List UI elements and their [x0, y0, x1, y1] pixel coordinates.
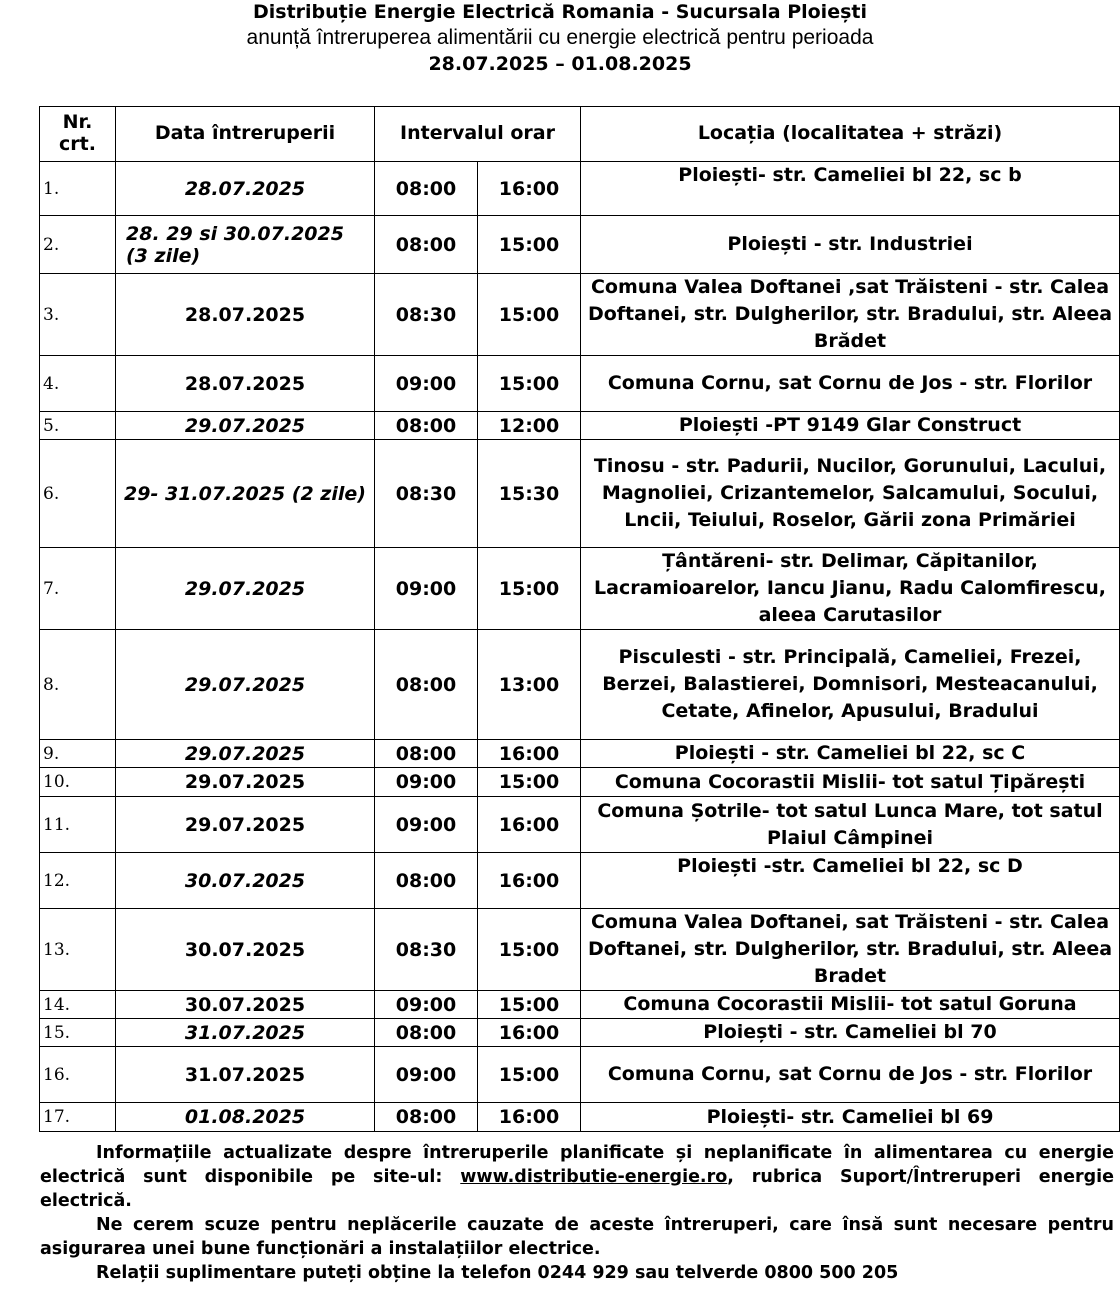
row-end-time: 15:00: [478, 274, 581, 356]
row-start-time: 08:00: [375, 412, 478, 440]
footer-info-rest: , rubrica Suport/Întreruperi energie electrică.: [40, 1167, 1114, 1211]
row-location: Comuna Cocorastii Mislii- tot satul Țipărești: [581, 768, 1120, 797]
table-row: [40, 768, 1120, 797]
row-end-time: 15:00: [478, 1047, 581, 1103]
table-row: [40, 356, 1120, 412]
row-date: 30.07.2025: [116, 853, 375, 909]
row-end-time: 15:00: [478, 356, 581, 412]
row-location: Ploiești -str. Cameliei bl 22, sc D: [581, 853, 1120, 909]
row-date: 01.08.2025: [116, 1103, 375, 1132]
row-number: 14.: [40, 991, 116, 1019]
row-start-time: 09:00: [375, 991, 478, 1019]
row-number: 7.: [40, 548, 116, 630]
row-number: 11.: [40, 797, 116, 853]
table-row: [40, 440, 1120, 548]
row-number: 1.: [40, 162, 116, 216]
row-number: 4.: [40, 356, 116, 412]
row-date: 29.07.2025: [116, 630, 375, 740]
row-number: 5.: [40, 412, 116, 440]
row-end-time: 16:00: [478, 1103, 581, 1132]
row-number: 17.: [40, 1103, 116, 1132]
row-date: 29.07.2025: [116, 412, 375, 440]
footer-contact: Relații suplimentare puteți obține la telefon 0244 929 sau telverde 0800 500 205: [96, 1263, 899, 1283]
row-end-time: 15:00: [478, 768, 581, 797]
header-nr: Nr. crt.: [40, 107, 116, 162]
table-row: [40, 274, 1120, 356]
table-row: [40, 162, 1120, 216]
row-end-time: 15:00: [478, 909, 581, 991]
row-location: Ploiești - str. Cameliei bl 70: [581, 1019, 1120, 1047]
notice-subtitle: anunță întreruperea alimentării cu energie electrică pentru perioada: [246, 26, 874, 49]
row-end-time: 16:00: [478, 740, 581, 768]
row-location: Ploiești - str. Cameliei bl 22, sc C: [581, 740, 1120, 768]
row-start-time: 08:00: [375, 216, 478, 274]
row-start-time: 08:00: [375, 853, 478, 909]
table-row: [40, 630, 1120, 740]
row-date: 31.07.2025: [116, 1047, 375, 1103]
table-body: [40, 162, 1120, 1132]
row-end-time: 15:00: [478, 991, 581, 1019]
row-date: 28.07.2025: [116, 274, 375, 356]
row-end-time: 16:00: [478, 1019, 581, 1047]
footer-apology: Ne cerem scuze pentru neplăcerile cauzate de aceste întreruperi, care însă sunt necesare pentru asigurarea unei bune funcționări a instalațiilor electrice.: [40, 1215, 1114, 1259]
row-start-time: 08:00: [375, 630, 478, 740]
row-date: 31.07.2025: [116, 1019, 375, 1047]
row-location: Ploiești -PT 9149 Glar Construct: [581, 412, 1120, 440]
row-location: Pisculesti - str. Principală, Cameliei, Frezei, Berzei, Balastierei, Domnisori, Mesteacanului, Cetate, Afinelor, Apusului, Bradului: [581, 630, 1120, 740]
row-date: 28. 29 si 30.07.2025 (3 zile): [116, 216, 375, 274]
row-start-time: 09:00: [375, 797, 478, 853]
table-row: [40, 412, 1120, 440]
row-date: 29- 31.07.2025 (2 zile): [116, 440, 375, 548]
row-start-time: 08:00: [375, 1019, 478, 1047]
notice-footer: [40, 1141, 1114, 1285]
row-start-time: 08:00: [375, 162, 478, 216]
table-row: [40, 797, 1120, 853]
row-start-time: 08:00: [375, 740, 478, 768]
header-interval: Intervalul orar: [375, 107, 581, 162]
row-date: 29.07.2025: [116, 740, 375, 768]
row-location: Tinosu - str. Padurii, Nucilor, Gorunului, Lacului, Magnoliei, Crizantemelor, Salcamului, Socului, Lncii, Teiului, Roselor, Gării zona Primăriei: [581, 440, 1120, 548]
row-date: 30.07.2025: [116, 909, 375, 991]
row-location: Comuna Cocorastii Mislii- tot satul Goruna: [581, 991, 1120, 1019]
row-location: Comuna Cornu, sat Cornu de Jos - str. Florilor: [581, 1047, 1120, 1103]
row-location: Ploiești - str. Industriei: [581, 216, 1120, 274]
table-row: [40, 1047, 1120, 1103]
row-end-time: 13:00: [478, 630, 581, 740]
row-number: 10.: [40, 768, 116, 797]
outage-schedule-table: [39, 106, 1120, 1132]
row-end-time: 16:00: [478, 797, 581, 853]
row-number: 6.: [40, 440, 116, 548]
row-date: 29.07.2025: [116, 768, 375, 797]
row-date: 29.07.2025: [116, 797, 375, 853]
row-start-time: 08:00: [375, 1103, 478, 1132]
table-row: [40, 548, 1120, 630]
table-row: [40, 991, 1120, 1019]
row-location: Comuna Valea Doftanei, sat Trăisteni - str. Calea Doftanei, str. Dulgherilor, str. Bradului, str. Aleea Bradet: [581, 909, 1120, 991]
row-number: 16.: [40, 1047, 116, 1103]
row-number: 15.: [40, 1019, 116, 1047]
notice-period: 28.07.2025 – 01.08.2025: [428, 53, 692, 75]
row-location: Comuna Cornu, sat Cornu de Jos - str. Florilor: [581, 356, 1120, 412]
row-location: Ploiești- str. Cameliei bl 69: [581, 1103, 1120, 1132]
table-row: [40, 1019, 1120, 1047]
row-start-time: 08:30: [375, 440, 478, 548]
header-date: Data întreruperii: [116, 107, 375, 162]
footer-info-text: Informațiile actualizate despre întreruperile planificate și neplanificate în alimentarea cu energie electrică sunt disponibile pe site-ul:: [40, 1143, 1114, 1187]
row-number: 2.: [40, 216, 116, 274]
row-end-time: 15:00: [478, 548, 581, 630]
website-link[interactable]: www.distributie-energie.ro: [460, 1167, 728, 1187]
row-date: 30.07.2025: [116, 991, 375, 1019]
notice-title: Distribuție Energie Electrică Romania - Sucursala Ploiești: [253, 1, 867, 23]
row-number: 13.: [40, 909, 116, 991]
row-number: 3.: [40, 274, 116, 356]
row-date: 29.07.2025: [116, 548, 375, 630]
row-date: 28.07.2025: [116, 356, 375, 412]
row-number: 9.: [40, 740, 116, 768]
row-location: Comuna Șotrile- tot satul Lunca Mare, tot satul Plaiul Câmpinei: [581, 797, 1120, 853]
row-start-time: 08:30: [375, 909, 478, 991]
table-row: [40, 909, 1120, 991]
row-end-time: 15:00: [478, 216, 581, 274]
row-number: 8.: [40, 630, 116, 740]
row-number: 12.: [40, 853, 116, 909]
row-start-time: 09:00: [375, 768, 478, 797]
row-end-time: 15:30: [478, 440, 581, 548]
row-end-time: 16:00: [478, 853, 581, 909]
row-start-time: 09:00: [375, 548, 478, 630]
row-location: Țântăreni- str. Delimar, Căpitanilor, Lacramioarelor, Iancu Jianu, Radu Calomfirescu, aleea Carutasilor: [581, 548, 1120, 630]
row-end-time: 12:00: [478, 412, 581, 440]
row-end-time: 16:00: [478, 162, 581, 216]
header-location: Locația (localitatea + străzi): [581, 107, 1120, 162]
table-row: [40, 740, 1120, 768]
table-row: [40, 853, 1120, 909]
row-location: Comuna Valea Doftanei ,sat Trăisteni - str. Calea Doftanei, str. Dulgherilor, str. Bradului, str. Aleea Brădet: [581, 274, 1120, 356]
table-row: [40, 216, 1120, 274]
row-location: Ploiești- str. Cameliei bl 22, sc b: [581, 162, 1120, 216]
row-start-time: 09:00: [375, 1047, 478, 1103]
row-start-time: 08:30: [375, 274, 478, 356]
row-start-time: 09:00: [375, 356, 478, 412]
row-date: 28.07.2025: [116, 162, 375, 216]
table-row: [40, 1103, 1120, 1132]
footer-info: [40, 1141, 1114, 1213]
